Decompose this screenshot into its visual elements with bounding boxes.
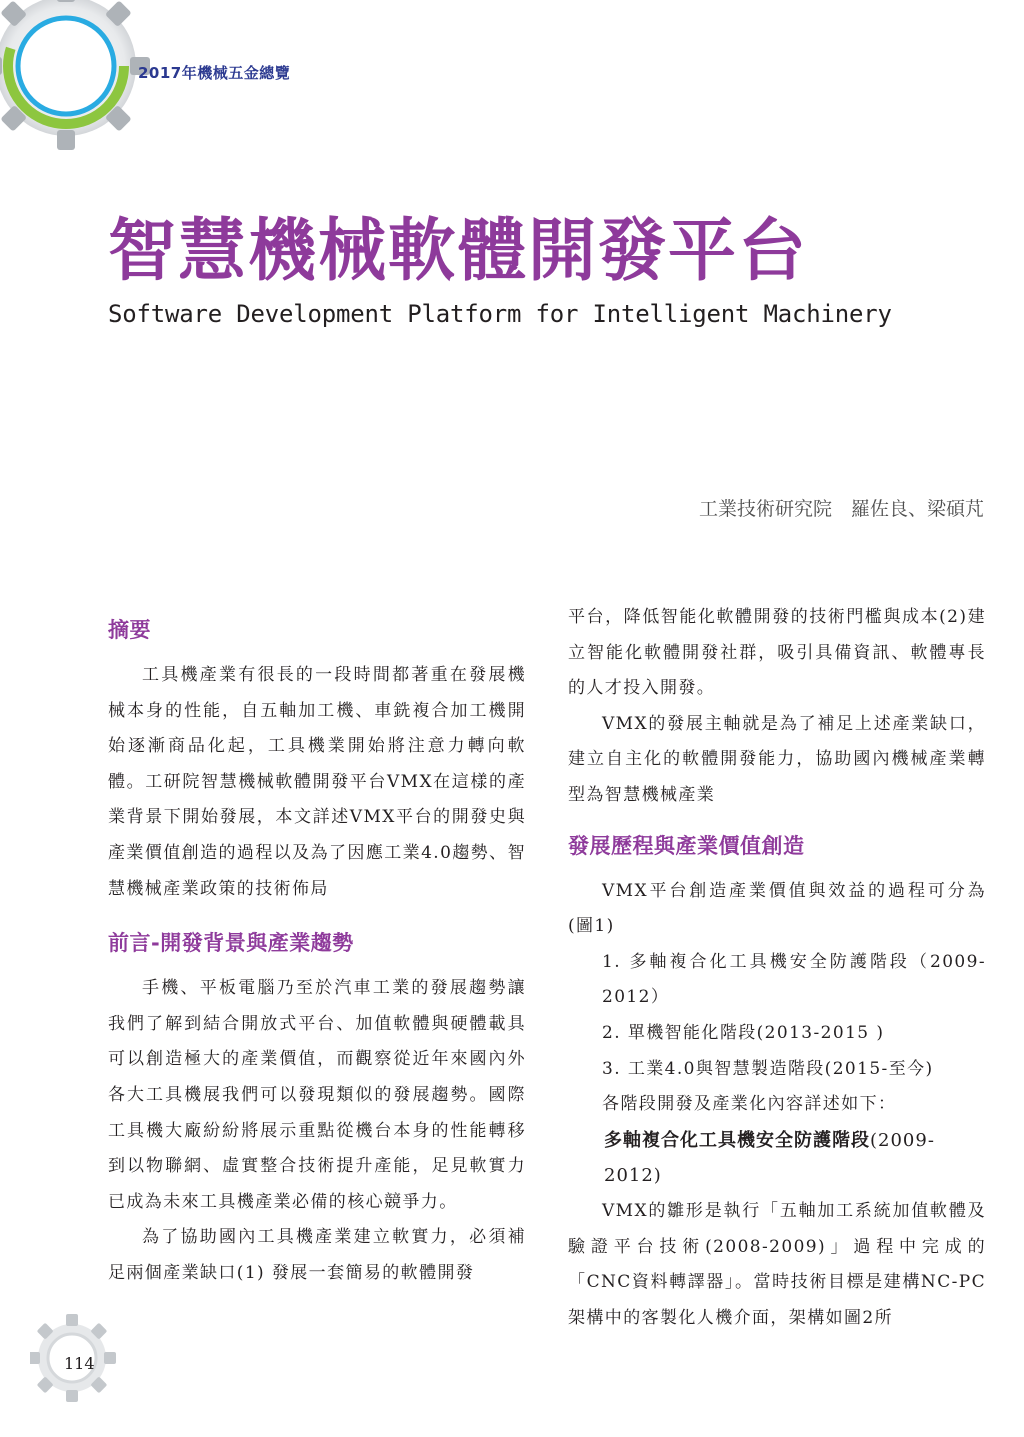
stage-subheading-years: (2009-2012) (604, 1129, 935, 1187)
abstract-heading: 摘要 (108, 618, 151, 642)
vmx-origin-paragraph: VMX的雛形是執行「五軸加工系統加值軟體及驗證平台技術(2008-2009)」過程中完成的「CNC資料轉譯器」。當時技術目標是建構NC-PC架構中的客製化人機介面，架構如圖2所 (568, 1200, 986, 1328)
abstract-paragraph: 工具機產業有很長的一段時間都著重在發展機械本身的性能，自五軸加工機、車銑複合加工機開始逐漸商品化起，工具機業開始將注意力轉向軟體。工研院智慧機械軟體開發平台VMX在這樣的產業背景下開始發展，本文詳述VMX平台的開發史與產業價值創造的過程以及為了因應工業4.0趨勢、智慧機械產業政策的技術佈局 (108, 665, 526, 899)
article-subtitle-english: Software Development Platform for Intelligent Machinery (108, 300, 892, 328)
intro-paragraph: 為了協助國內工具機產業建立軟實力，必須補足兩個產業缺口(1) 發展一套簡易的軟體開發 (108, 1227, 526, 1283)
stage-subheading-text: 多軸複合化工具機安全防護階段 (604, 1129, 870, 1151)
intro-heading: 前言-開發背景與產業趨勢 (108, 931, 354, 956)
left-column (108, 600, 526, 1292)
continued-paragraph: 平台，降低智能化軟體開發的技術門檻與成本(2)建立智能化軟體開發社群，吸引具備資訊、軟體專長的人才投入開發。 (568, 607, 986, 699)
stage-subheading (568, 1123, 986, 1194)
right-column (568, 600, 986, 1336)
author-line: 工業技術研究院 羅佐良、梁碩芃 (698, 498, 984, 520)
stage-list-item: 1. 多軸複合化工具機安全防護階段（2009-2012） (602, 951, 986, 1008)
page-number: 114 (64, 1354, 95, 1373)
intro-paragraph: 手機、平板電腦乃至於汽車工業的發展趨勢讓我們了解到結合開放式平台、加值軟體與硬體載具可以創造極大的產業價值，而觀察從近年來國內外各大工具機展我們可以發現類似的發展趨勢。國際工具機大廠紛紛將展示重點從機台本身的性能轉移到以物聯網、虛實整合技術提升產能，足見軟實力已成為未來工具機產業必備的核心競爭力。 (108, 978, 526, 1212)
history-intro-paragraph: VMX平台創造產業價值與效益的過程可分為(圖1) (568, 880, 986, 937)
vmx-paragraph: VMX的發展主軸就是為了補足上述產業缺口，建立自主化的軟體開發能力，協助國內機械產業轉型為智慧機械產業 (568, 713, 986, 805)
article-title: 智慧機械軟體開發平台 (108, 212, 809, 291)
stage-list-item: 3. 工業4.0與智慧製造階段(2015-至今) (602, 1058, 934, 1079)
stage-followup-text: 各階段開發及產業化內容詳述如下： (602, 1094, 897, 1115)
running-header: 2017年機械五金總覽 (138, 64, 291, 82)
gear-decoration-icon (0, 0, 210, 200)
history-heading: 發展歷程與產業價值創造 (568, 833, 805, 858)
stage-list-item: 2. 單機智能化階段(2013-2015 ) (602, 1022, 885, 1043)
